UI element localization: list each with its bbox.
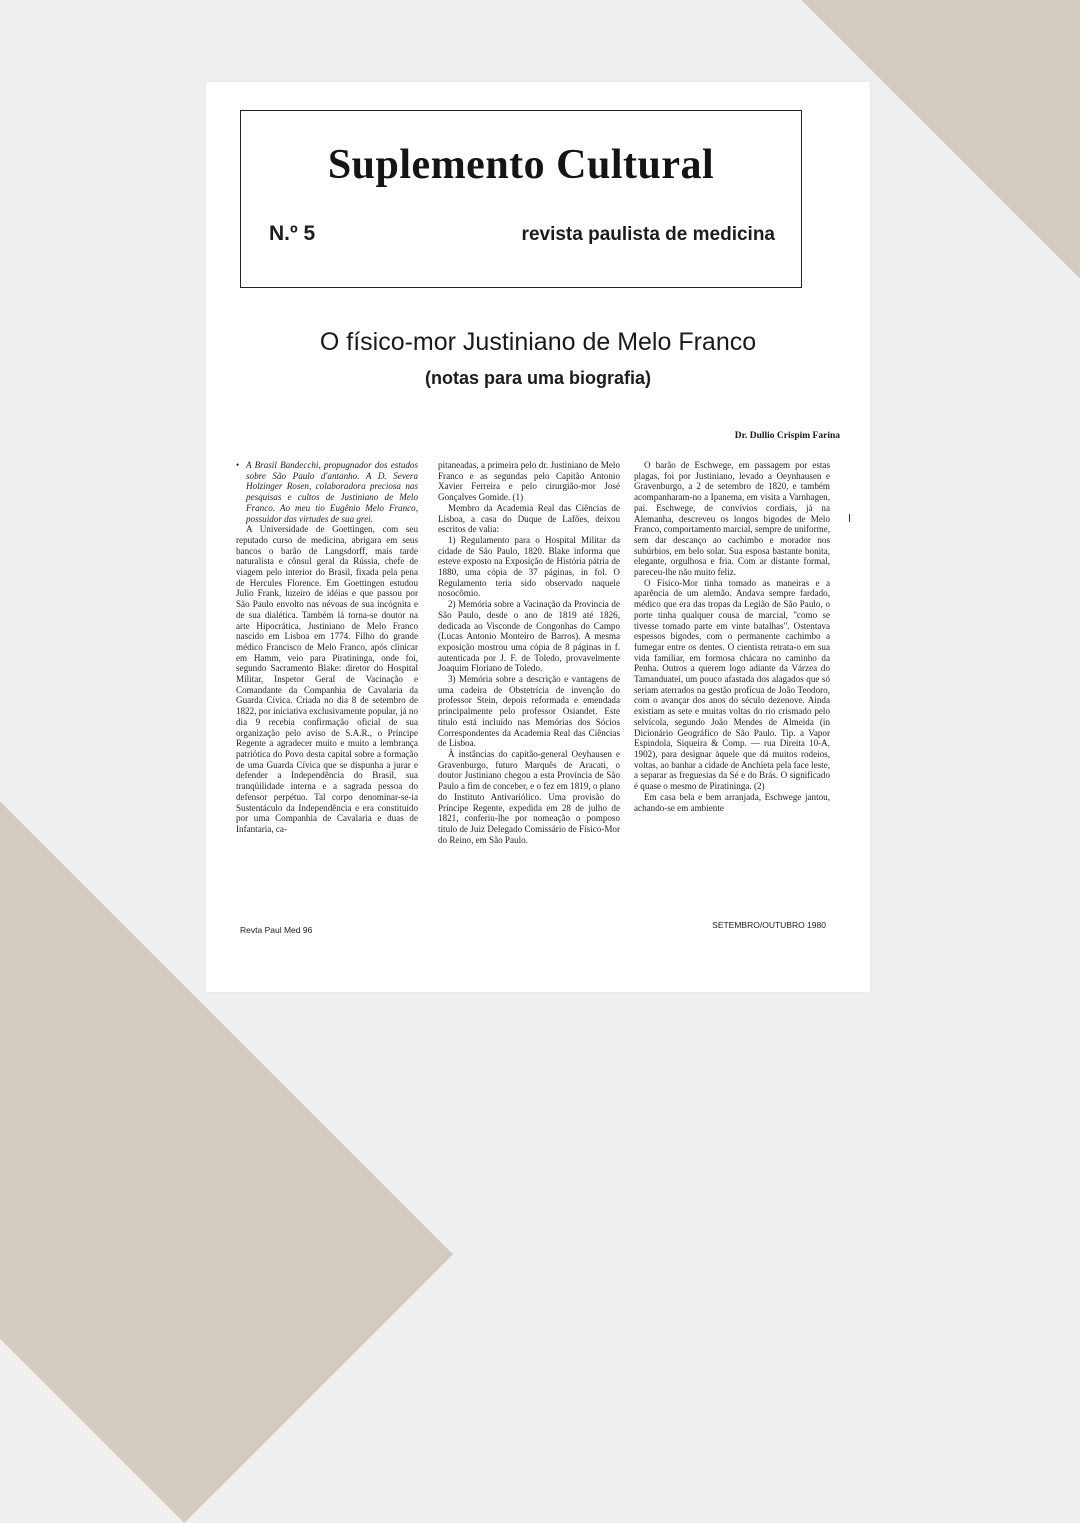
paragraph: Membro da Academia Real das Ciências de Lisboa, a casa do Duque de Lafões, deixou escritos de valia: xyxy=(438,502,620,535)
masthead-title: Suplemento Cultural xyxy=(327,142,715,188)
text-column-1 xyxy=(236,460,418,835)
paragraph: 3) Memória sobre a descrição e vantagens de uma cadeira de Obstetrícia de invenção do professor Stein, depois reformada e emendada principalmente pelo professor Osiandet. Este título está incluído nas Memórias dos Sócios Correspondentes da Academia Real das Ciências de Lisboa. xyxy=(438,674,620,749)
paragraph: Em casa bela e bem arranjada, Eschwege jantou, achando-se em ambiente xyxy=(634,791,830,813)
dedication xyxy=(236,460,418,524)
paragraph: O Físico-Mor tinha tomado as maneiras e a aparência de um alemão. Andava sempre fardado, médico que era das tropas da Legião de São Paulo, o porte tinha qualquer cousa de marcial, "como se tivesse tomado parte em vinte batalhas". Ostentava espessos bigodes, com o permanente cachimbo a fumegar entre os dentes. O cientista retrata-o em sua vida familiar, em formosa chácara no caminho da Penha. Outros a querem logo adiante da Várzea do Tamanduateí, um pouco afastada dos alagados que só seriam aterrados na gestão profícua de João Teodoro, com o avançar dos anos do século dezenove. Ainda existiam as sete e muitas voltas do rio crismado pelo selvícola, segundo João Mendes de Almeida (in Dicionário Geográfico de São Paulo. Tip. a Vapor Espindola, Siqueira & Comp. — rua Direita 10-A, 1902), para designar àquele que dá muitos rodeios, voltas, ao banhar a cidade de Anchieta pela face leste, a separar as freguesias da Sé e do Brás. O significado é quase o mesmo de Piratininga. (2) xyxy=(634,577,830,792)
footer-citation: Revta Paul Med 96 xyxy=(240,925,313,935)
article-subtitle: (notas para uma biografia) xyxy=(424,368,652,388)
paragraph: O barão de Eschwege, em passagem por estas plagas, foi por Justiniano, levado a Oeynhausen e Gravenburgo, a 2 de setembro de 1820, e também acompanharam-no a Ipanema, em visita a Varnhagen, pai. Eschwege, de convívios cordiais, já na Alemanha, descreveu os longos bigodes de Melo Franco, comportamento marcial, sempre de uniforme, sem dar descanço ao cachimbo e morador nos subúrbios, em belo solar. Sua esposa bastante bonita, elegante, orgulhosa e fria. Com ar distante formal, pareceu-lhe não muito feliz. xyxy=(634,460,830,578)
paragraph: pitaneadas, a primeira pelo dr. Justiniano de Melo Franco e as segundas pelo Capitão Antonio Xavier Ferreira e pelo cirurgião-mor José Gonçalves Gomide. (1) xyxy=(438,460,620,503)
article-title: O físico-mor Justiniano de Melo Franco xyxy=(319,328,757,356)
text-column-2 xyxy=(438,460,620,845)
document-page xyxy=(206,82,870,992)
author-byline: Dr. Dullio Crispim Farina xyxy=(734,431,840,441)
margin-mark xyxy=(849,514,851,522)
text-column-3 xyxy=(634,460,830,813)
issue-number: N.º 5 xyxy=(269,222,316,245)
paragraph: À instâncias do capitão-general Oeyhausen e Gravenburgo, futuro Marquês de Aracati, o doutor Justiniano chegou a esta Província de São Paulo a fim de conceber, e o fez em 1819, o plano do Instituto Antivariólico. Uma provisão do Príncipe Regente, expedida em 28 de julho de 1821, conferiu-lhe por nomeação o pomposo título de Juiz Delegado Comissário de Físico-Mor do Reino, em São Paulo. xyxy=(438,748,620,845)
paragraph: A Universidade de Goettingen, com seu reputado curso de medicina, abrigara em seus bancos o barão de Langsdorff, mais tarde naturalista e cônsul geral da Rússia, chefe de viagem pelo interior do Brasil, fixada pela pena de Hercules Florence. Em Goettingen estudou Julio Frank, luzeiro de idéias e que passou por São Paulo envolto nas névoas de sua incógnita e de sua dialética. Também lá torna-se doutor na arte Hipocrática, Justiniano de Melo Franco nascido em Lisboa em 1774. Filho do grande médico Francisco de Melo Franco, após clinicar em Hamm, veio para Piratininga, onde foi, segundo Sacramento Blake: diretor do Hospital Militar, Inspetor Geral de Vacinação e Comandante da Companhia de Cavalaria da Guarda Cívica. Criada no dia 8 de setembro de 1822, por iniciativa exclusivamente popular, já no dia 9 recebia confirmação oficial de sua organização pelo aviso de S.A.R., o Príncipe Regente a agradecer muito e muito a lembrança patriótica do Povo desta capital sobre a formação de uma Guarda Cívica que se dispunha a jurar e defender a Independência do Brasil, sua tranqüilidade interna e a sagrada pessoa do defensor perpétuo. Tal corpo denominar-se-ia Sustentáculo da Independência e era constituído por uma Companhia de Cavalaria e duas de Infantaria, ca- xyxy=(236,524,418,834)
paragraph: 1) Regulamento para o Hospital Militar da cidade de São Paulo, 1820. Blake informa que esteve exposto na Exposição de História pátria de 1880, uma cópia de 37 páginas, in fol. O Regulamento teria sido observado naquele nosocômio. xyxy=(438,534,620,599)
paragraph: 2) Memória sobre a Vacinação da Província de São Paulo, desde o ano de 1819 até 1826, dedicada ao Visconde de Congonhas do Campo (Lucas Antonio Monteiro de Barros). A mesma exposição mostrou uma cópia de 8 páginas in f. autenticada por J. F. de Toledo, provavelmente Joaquim Floriano de Toledo. xyxy=(438,599,620,674)
journal-name: revista paulista de medicina xyxy=(521,224,775,245)
footer-date: SETEMBRO/OUTUBRO 1980 xyxy=(712,920,826,930)
dedication-text: A Brasil Bandecchi, propugnador dos estudos sobre São Paulo d'antanho. A D. Severa Holzinger Rosen, colaboradora preciosa nas pesquisas e cultos de Justiniano de Melo Franco. Ao meu tio Eugênio Melo Franco, possuidor das virtudes de sua grei. xyxy=(246,460,418,524)
masthead-box xyxy=(240,110,802,288)
bullet-icon: • xyxy=(236,460,240,470)
